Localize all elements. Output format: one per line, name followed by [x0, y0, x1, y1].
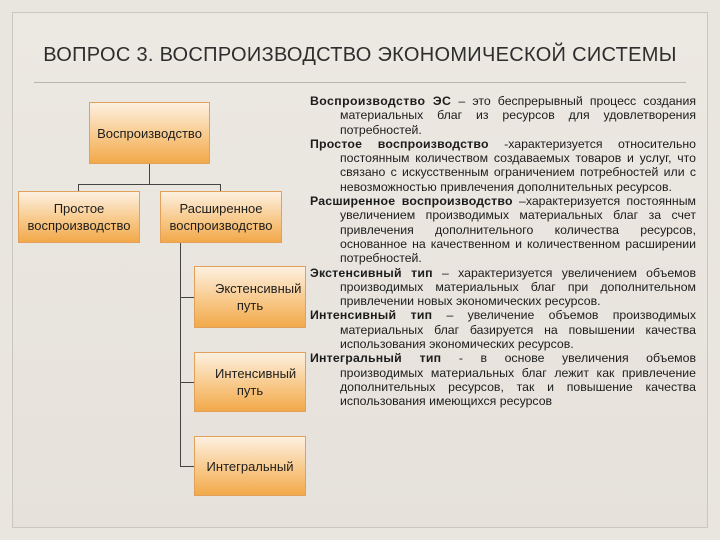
connector-extensive	[180, 297, 194, 298]
connector-horizontal-top	[78, 184, 221, 185]
definition-reproduction	[310, 94, 696, 137]
title-divider	[34, 82, 686, 83]
node-intensive-path	[194, 352, 306, 412]
definition-body: - в основе увеличения объемов производимых материальных благ лежит как привлечение дополнительных ресурсов, так и повышение качества использования имеющихся ресурсов	[340, 351, 696, 409]
node-integral	[194, 436, 306, 496]
node-extensive-label: Экстенсивный путь	[215, 281, 302, 313]
node-intensive-label: Интенсивный путь	[215, 366, 297, 398]
definition-body: –характеризуется постоянным увеличением производимых материальных благ за счет привлечения дополнительного количества ресурсов, основанное на качественном и количественном расширении потребностей.	[340, 194, 696, 266]
definition-term: Интенсивный тип	[310, 308, 433, 323]
definition-body: – характеризуется увеличением объемов производимых материальных благ при дополнительном привлечении новых экономических ресурсов.	[340, 265, 696, 309]
definition-body: – это беспрерывный процесс создания материальных благ из ресурсов для удовлетворения потребностей.	[340, 94, 696, 137]
node-extended-reproduction	[160, 191, 282, 243]
connector-integral	[180, 466, 194, 467]
node-extensive-path	[194, 266, 306, 328]
connector-root-down	[149, 164, 150, 184]
connector-simple-down	[78, 184, 79, 191]
node-simple-label: Простое воспроизводство	[27, 201, 131, 233]
definition-term: Простое воспроизводство	[310, 136, 489, 151]
connector-extended-down	[220, 184, 221, 191]
definition-integral	[310, 351, 696, 408]
definition-simple	[310, 137, 696, 194]
definition-term: Воспроизводство ЭС	[310, 94, 452, 108]
node-reproduction-label: Воспроизводство	[97, 125, 202, 141]
node-reproduction	[89, 102, 210, 164]
definition-term: Экстенсивный тип	[310, 265, 433, 280]
node-simple-reproduction	[18, 191, 140, 243]
definition-body: – увеличение объемов производимых материальных благ базируется на повышении качества использования экономических ресурсов.	[340, 308, 696, 352]
slide-title: ВОПРОС 3. ВОСПРОИЗВОДСТВО ЭКОНОМИЧЕСКОЙ СИСТЕМЫ	[43, 44, 677, 66]
definition-term: Интегральный тип	[310, 351, 442, 366]
definition-extensive	[310, 266, 696, 309]
definition-body: -характеризуется относительно постоянным количеством создаваемых товаров и услуг, что связано с искусственным ограничением потребностей или с невозможностью привлечения дополнительных ресурсов.	[340, 136, 696, 194]
connector-extended-vertical	[180, 243, 181, 467]
definitions-text	[310, 94, 696, 409]
definition-extended	[310, 194, 696, 265]
node-integral-label: Интегральный	[206, 458, 294, 474]
node-extended-label: Расширенное воспроизводство	[169, 201, 273, 233]
definition-term: Расширенное воспроизводство	[310, 194, 513, 209]
definition-intensive	[310, 308, 696, 351]
connector-intensive	[180, 382, 194, 383]
